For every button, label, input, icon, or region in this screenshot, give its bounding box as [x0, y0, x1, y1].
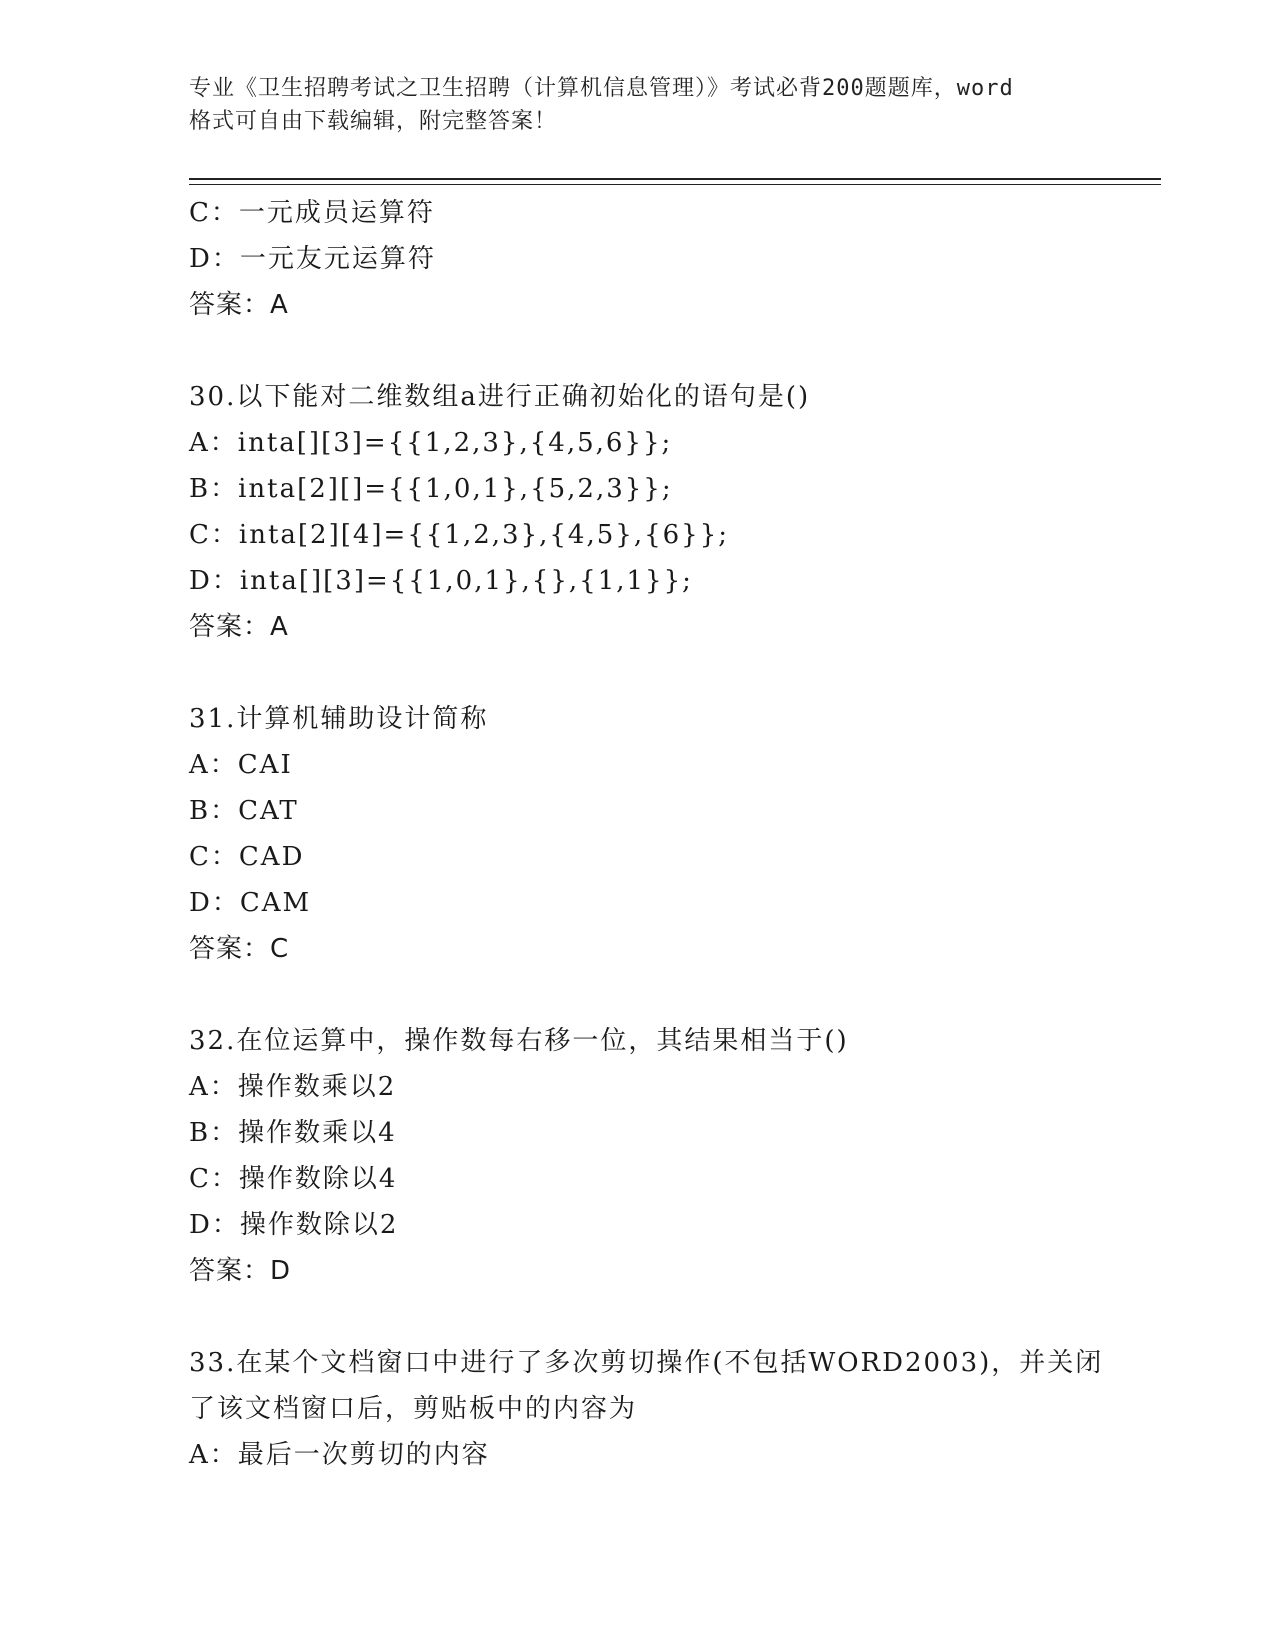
header-divider-thick: [189, 178, 1161, 180]
option-c: C：inta[2][4]={{1,2,3},{4,5},{6}};: [189, 520, 730, 550]
option-b: B：操作数乘以4: [189, 1118, 397, 1148]
question-title: 30.以下能对二维数组a进行正确初始化的语句是(): [189, 382, 811, 412]
option-d: D：inta[][3]={{1,0,1},{},{1,1}};: [189, 566, 693, 596]
option-a: A：inta[][3]={{1,2,3},{4,5,6}};: [189, 428, 673, 458]
document-body: [189, 190, 1104, 1478]
question-title: 31.计算机辅助设计简称: [189, 704, 489, 734]
question-title-line-1: 33.在某个文档窗口中进行了多次剪切操作(不包括WORD2003)，并关闭: [189, 1348, 1104, 1378]
option-a: A：最后一次剪切的内容: [189, 1440, 490, 1470]
option-d: D：CAM: [189, 888, 312, 918]
option-c: C：操作数除以4: [189, 1164, 398, 1194]
question-block-30: [189, 374, 1089, 650]
header-divider-thin: [189, 184, 1161, 185]
question-title-line-2: 了该文档窗口后，剪贴板中的内容为: [189, 1394, 638, 1424]
answer-line: 答案：C: [189, 934, 290, 964]
question-block-29: [189, 190, 1089, 328]
answer-line: 答案：D: [189, 1256, 292, 1286]
option-b: B：CAT: [189, 796, 299, 826]
document-header: [189, 72, 1089, 138]
header-line-1: 专业《卫生招聘考试之卫生招聘（计算机信息管理）》考试必背200题题库，word: [189, 76, 1014, 101]
answer-line: 答案：A: [189, 612, 289, 642]
spacer: [189, 650, 1089, 696]
header-line-2: 格式可自由下载编辑，附完整答案！: [189, 109, 558, 134]
question-block-31: [189, 696, 1089, 972]
option-d: D：操作数除以2: [189, 1210, 399, 1240]
question-title: 32.在位运算中，操作数每右移一位，其结果相当于(): [189, 1026, 849, 1056]
spacer: [189, 1294, 1089, 1340]
option-c: C：CAD: [189, 842, 305, 872]
option-d: D：一元友元运算符: [189, 244, 436, 274]
option-a: A：CAI: [189, 750, 293, 780]
option-a: A：操作数乘以2: [189, 1072, 397, 1102]
question-block-32: [189, 1018, 1089, 1294]
spacer: [189, 972, 1089, 1018]
spacer: [189, 328, 1089, 374]
question-block-33: [189, 1340, 1104, 1478]
answer-line: 答案：A: [189, 290, 289, 320]
option-b: B：inta[2][]={{1,0,1},{5,2,3}};: [189, 474, 673, 504]
option-c: C：一元成员运算符: [189, 198, 435, 228]
